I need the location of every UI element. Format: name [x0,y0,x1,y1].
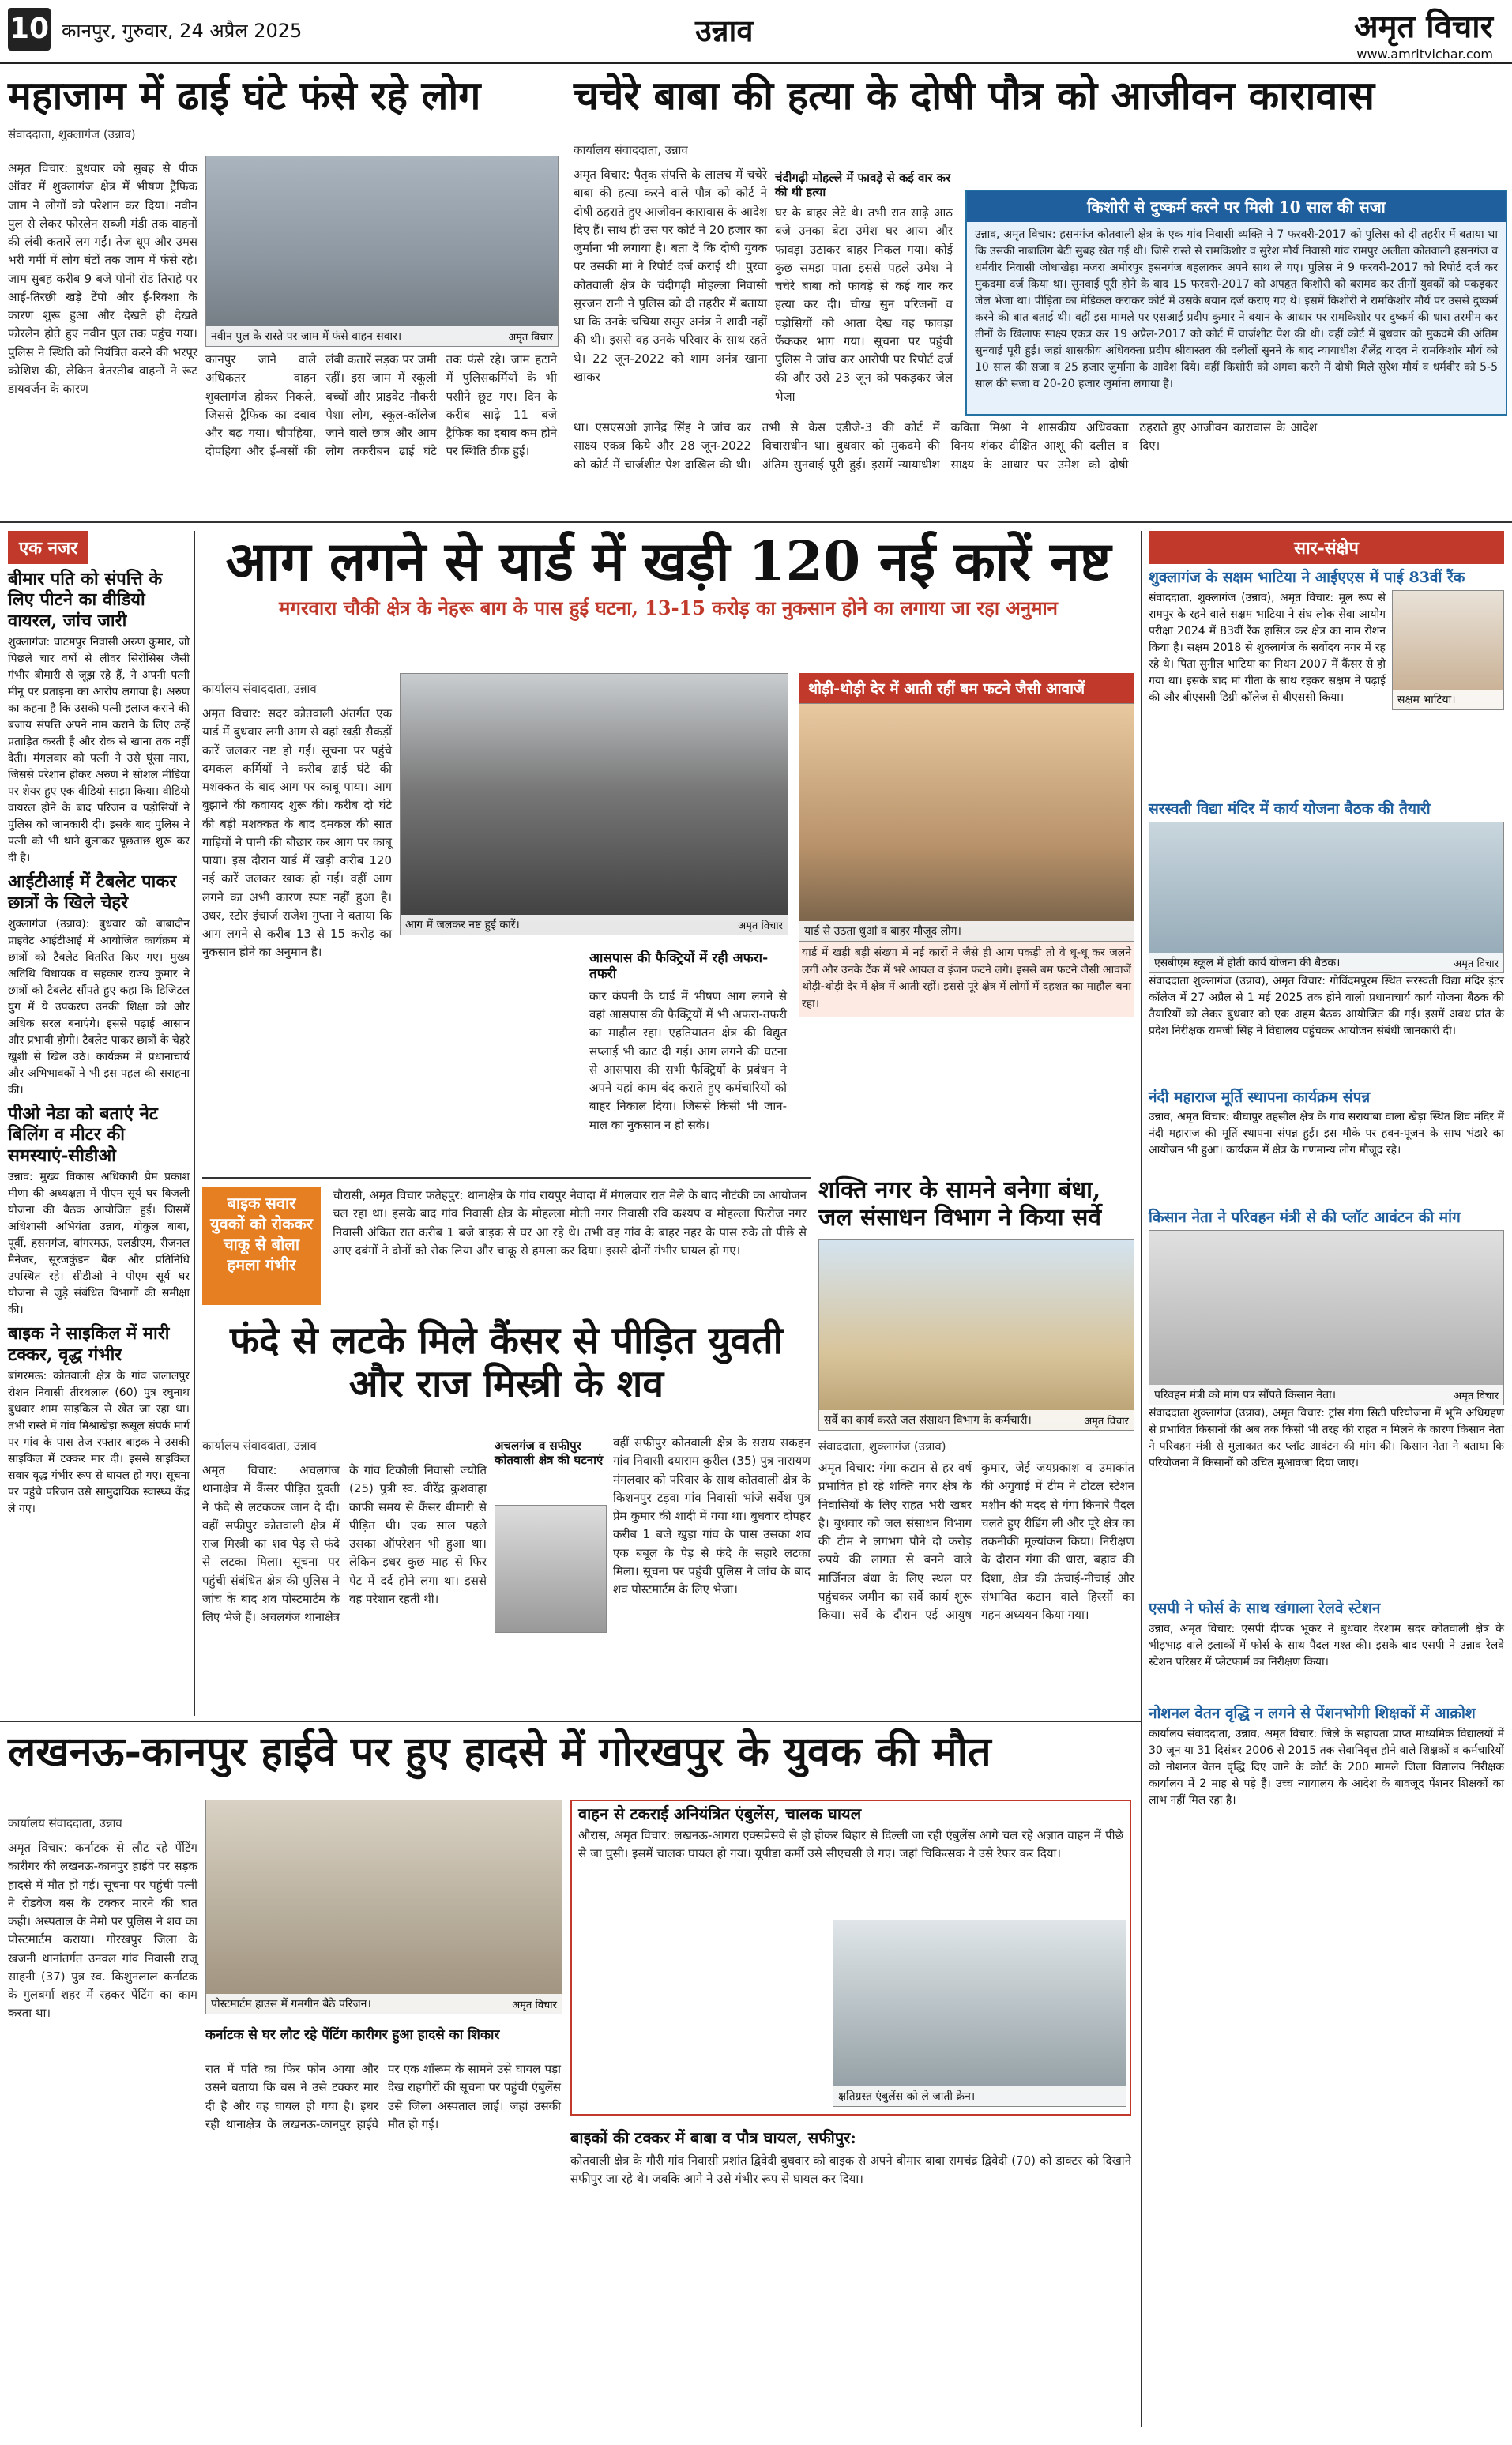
photo-credit: अमृत विचार [508,332,553,344]
byline: संवाददाता, शुक्लागंज (उन्नाव) [818,1439,946,1454]
story-body: अमृत विचार: बुधवार को सुबह से पीक ऑवर में शुक्लागंज क्षेत्र में भीषण ट्रैफिक जाम ने लोगों को परेशान कर दिया। नवीन पुल से लेकर फोरलेन सब्जी मंडी तक वाहनों की लंबी कतारें लग गईं। तेज धूप और उमस भरी गर्मी में लोग घंटों तक जाम में फंसे रहे। जाम सुबह करीब 9 बजे पोनी रोड तिराहे पर आई-तिरछी खड़े टेंपो और ई-रिक्शा के कारण शुरू हुआ और देखते ही देखते फोरलेन होते हुए नवीन पुल तक पहुंच गया। पुलिस ने स्थिति को नियंत्रित करने की भरपूर कोशिश की, लेकिन बेतरतीब वाहनों ने रूट डायवर्जन के कारण [8,161,197,396]
section-title: उन्नाव [695,13,754,48]
story-knife-attack [202,1177,811,1319]
story-dam-survey [818,1177,1134,1714]
story-body-continued: कानपुर जाने वाले अधिकतर वाहन शुक्लागंज होकर निकले, जिससे ट्रैफिक का दबाव और बढ़ गया। चौपहिया, दोपहिया और ई-बसों की लंबी कतारें सड़क पर जमी रहीं। इस जाम में स्कूली बच्चों और प्राइवेट नौकरी पेशा लोग, स्कूल-कॉलेज जाने वाले छात्र और आम लोग तकरीबन ढाई घंटे तक फंसे रहे। जाम हटाने में पुलिसकर्मियों के भी पसीने छूट गए। दिन के करीब साढ़े 11 बजे ट्रैफिक का दबाव कम होने पर स्थिति ठीक हुई। [205,352,557,459]
story-headline: बाइकों की टक्कर में बाबा व पौत्र घायल, सफीपुर: [570,2128,856,2147]
highlight-box: बाइक सवार युवकों को रोककर चाकू से बोला हमला गंभीर [202,1187,321,1305]
brief-body: संवाददाता, शुक्लागंज (उन्नाव), अमृत विचार: मूल रूप से रामपुर के रहने वाले सक्षम भाटिया ने संघ लोक सेवा आयोग परीक्षा 2024 में 83वीं रैंक हासिल कर क्षेत्र का नाम रोशन किया है। सक्षम 2018 से शुक्लागंज के सर्वोदय नगर में रह रहे थे। पिता सुनील भाटिया का निधन 2007 में कैंसर से हो गया था। इसके बाद मां गीता के साथ रहकर सक्षम ने पढ़ाई की और बीएससी डिग्री कॉलेज से बीएससी किया। [1149,591,1386,704]
brief-headline: एसपी ने फोर्स के साथ खंगाला रेलवे स्टेशन [1149,1600,1381,1618]
brief-headline: नंदी महाराज मूर्ति स्थापना कार्यक्रम संपन्न [1149,1088,1371,1106]
story-body: अमृत विचार: गंगा कटान से हर वर्ष प्रभावित हो रहे शक्ति नगर क्षेत्र के निवासियों के लिए राहत भरी खबर है। बुधवार को जल संसाधन विभाग की टीम ने लगभग पौने दो करोड़ रुपये की लागत से बनने वाले मार्जिनल बंधा के लिए स्थल पर पहुंचकर जमीन का सर्वे कार्य शुरू किया। सर्वे के दौरान एई आयुष कुमार, जेई जयप्रकाश व उमाकांत की अगुवाई में टीम ने टोटल स्टेशन मशीन की मदद से गंगा किनारे पैदल चलते हुए रीडिंग ली और पूरे क्षेत्र का तकनीकी मूल्यांकन किया। निरीक्षण के दौरान गंगा की धारा, बहाव की दिशा, क्षेत्र की ऊंचाई-नीचाई और संभावित कटान वाले हिस्सों का गहन अध्ययन किया गया। [818,1461,1134,1622]
story-body-continued: रात में पति का फिर फोन आया और उसने बताया कि बस ने उसे टक्कर मार दी है और वह घायल हो गया है। इधर रही थानाक्षेत्र के लखनऊ-कानपुर हाईवे पर एक शॉरूम के सामने उसे घायल पड़ा देख राहगीरों की सूचना पर पहुंची एंबुलेंस उसे जिला अस्पताल लाई। जहां उसकी मौत हो गई। [205,2062,561,2131]
brief-body: कार्यालय संवाददाता, उन्नाव, अमृत विचार: जिले के सहायता प्राप्त माध्यमिक विद्यालयों में 30 जून या 31 दिसंबर 2006 से 2015 तक सेवानिवृत्त होने वाले शिक्षकों व कर्मचारियों को नोशनल वेतन वृद्धि दिए जाने के कोर्ट के 200 मामले जिला विद्यालय निरीक्षक कार्यालय में 2 माह से पड़े हैं। उच्च न्यायालय के आदेश के बावजूद पेंशनर शिक्षकों का लाभ नहीं मिल रहा है। [1149,1727,1504,1807]
traffic-photo [205,156,559,347]
story-body: अमृत विचार: अचलगंज थानाक्षेत्र में कैंसर पीड़ित युवती ने फंदे से लटककर जान दे दी। वहीं सफीपुर कोतवाली क्षेत्र में राज मिस्त्री का शव पेड़ से फंदे से लटका मिला। सूचना पर पहुंची संबंधित क्षेत्र की पुलिस ने जांच के बाद शव पोस्टमार्टम के लिए भेजे हैं। अचलगंज थानाक्षेत्र के गांव टिकौली निवासी ज्योति (25) पुत्री स्व. वीरेंद्र कुशवाहा काफी समय से कैंसर बीमारी से पीड़ित थी। एक साल पहले उसका ऑपरेशन भी हुआ था। लेकिन इधर कुछ माह से फिर पेट में दर्द होने लगा था। इससे वह परेशान रहती थी। [202,1463,487,1624]
meeting-photo [1149,822,1504,973]
dateline: कानपुर, गुरुवार, 24 अप्रैल 2025 [62,20,303,42]
brief-headline: किसान नेता ने परिवहन मंत्री से की प्लॉट आवंटन की मांग [1149,1209,1461,1227]
box-body: उन्नाव, अमृत विचार: हसनगंज कोतवाली क्षेत्र के एक गांव निवासी व्यक्ति ने 7 फरवरी-2017 को पुलिस को दी तहरीर में बताया था कि उसकी नाबालिग बेटी सुबह खेत गई थी। जिसे रास्ते से रामकिशोर व सुरेश मौर्य निवासी गांव रामपुर अलीता कोतवाली हसनगंज व धर्मवीर निवासी जोधाखेड़ा मजरा अमीरपुर हसनगंज बहलाकर अपने साथ ले गए। पुलिस ने 9 फरवरी-2017 को रिपोर्ट दर्ज कर मुकदमा दर्ज किया था। सुनवाई पूरी होने के बाद 15 फरवरी-2017 को अपहृत किशोरी को बरामद कर तीनों युवकों को पकड़कर जेल भेजा था। पीड़िता का मेडिकल कराकर कोर्ट में उसके बयान दर्ज कराए गए थे। इसमें किशोरी ने रामकिशोर मौर्य पर उससे दुष्कर्म करने की बात बताई थी। वहीं इस मामले पर एसआई प्रदीप कुमार ने बयान के आधार पर रामकिशोर पर दुष्कर्म की धारा तरमीम कर तीनों के खिलाफ साक्ष्य एकत्र कर 19 अप्रैल-2017 को कोर्ट में चार्जशीट पेश की थी। वहीं कोर्ट में बुधवार को मुकदमे की अंतिम सुनवाई पूरी हुई। जहां शासकीय अधिवक्ता प्रदीप श्रीवास्तव की दलीलों सुनने के बाद न्यायाधीश शैलेंद्र यादव ने रामकिशोर मौर्य को 10 साल की सजा व 25 हजार जुर्माना के आदेश दिये। वहीं किशोरी को अगवा करने में दोषी मिले सुरेश मौर्य व धर्मवीर को 5-5 साल की सजा व 20-20 हजार जुर्माना लगाया है। [975,228,1498,390]
story-sidebar [775,166,953,411]
factory-subsection [589,946,787,1132]
story-body: अमृत विचार: पैतृक संपत्ति के लालच में चचेरे बाबा की हत्या करने वाले पौत्र को कोर्ट ने दोषी ठहराते हुए आजीवन कारावास के आदेश दिए हैं। साथ ही उस पर कोर्ट ने 20 हजार का जुर्माना भी लगाया है। बता दें कि दोषी युवक पर उसकी मां ने रिपोर्ट दर्ज कराई थी। पुरवा कोतवाली क्षेत्र के चंदीगढ़ी मोहल्ला निवासी सुरजन रानी ने पुलिस को दी तहरीर में बताया था कि उनके चचिया ससुर अनंत्र ने शादी नहीं की थी। इससे वह उनके परिवार के साथ रहते थे। 22 जून-2022 को शाम अनंत्र खाना खाकर [574,167,767,384]
story-minor-assault-box [965,190,1507,416]
photo-caption: क्षतिग्रस्त एंबुलेंस को ले जाती क्रेन। [833,2086,1126,2106]
story-headline: वाहन से टकराई अनियंत्रित एंबुलेंस, चालक घायल [578,1804,862,1823]
story-headline: महाजाम में ढाई घंटे फंसे रहे लोग [8,72,481,118]
brief-body: उन्नाव: मुख्य विकास अधिकारी प्रेम प्रकाश मीणा की अध्यक्षता में पीएम सूर्य घर बिजली योजना की बैठक आयोजित हुई। जिसमें अधिशासी अभियंता उन्नाव, गोकुल बाबा, पूर्वी, हसनगंज, बांगरमऊ, एलडीएम, रीजनल मैनेजर, सूरजकुंडन बैंक और प्रतिनिधि उपस्थित रहे। सीडीओ ने पीएम सूर्य घर योजना से जुड़े संबंधित विभागों की समीक्षा की। [8,1171,190,1317]
box-headline: किशोरी से दुष्कर्म करने पर मिली 10 साल की सजा [967,191,1506,222]
brief-body: उन्नाव, अमृत विचार: बीघापुर तहसील क्षेत्र के गांव सरायांबा वाला खेड़ा स्थित शिव मंदिर में नंदी महाराज की मूर्ति स्थापना संपन्न हुई। इस मौके पर हवन-पूजन के साथ भंडारे का आयोजन भी हुआ। कार्यक्रम में क्षेत्र के गणमान्य लोग मौजूद रहे। [1149,1111,1504,1157]
page-number: 10 [8,8,51,51]
byline: कार्यालय संवाददाता, उन्नाव [8,1816,122,1830]
sidebar-title: अचलगंज व सफीपुर कोतवाली क्षेत्र की घटनाएं [495,1439,604,1467]
brief-item [1149,590,1504,796]
story-body: चौरासी, अमृत विचार फतेहपुर: थानाक्षेत्र के गांव रायपुर नेवादा में मंगलवार रात मेले के बाद नौटंकी का आयोजन चल रहा था। इसके बाद गांव निवासी क्षेत्र के मोहल्ला मोती नगर निवासी रवि कश्यप व मोहल्ला फिरोज नगर निवासी अंकित रात करीब 1 बजे बाइक से घर आ रहे थे। तभी वह गांव के बाहर नहर के पास रुके तो पीछे से आए दबंगों ने दोनों को रोक लिया और चाकू से हमला कर दिया। इससे दोनों गंभीर घायल हो गए। [333,1188,807,1258]
brief-headline: सरस्वती विद्या मंदिर में कार्य योजना बैठक की तैयारी [1149,799,1431,818]
brief-headline: बाइक ने साइकिल में मारी टक्कर, वृद्ध गंभीर [8,1323,170,1365]
story2-headline: चचेरे बाबा की हत्या के दोषी पौत्र को आजीवन कारावास [574,72,1375,118]
brief-headline: शुक्लागंज के सक्षम भाटिया ने आईएएस में पाई 83वीं रैंक [1149,569,1465,586]
story-headline: लखनऊ-कानपुर हाईवे पर हुए हादसे में गोरखपुर के युवक की मौत [8,1728,991,1776]
brief-headline: नोशनल वेतन वृद्धि न लगने से पेंशनभोगी शिक्षकों में आक्रोश [1149,1704,1476,1722]
brief-body: संवाददाता शुक्लागंज (उन्नाव), अमृत विचार: ट्रांस गंगा सिटी परियोजना में भूमि अधिग्रहण से प्रभावित किसानों की अब तक किसी भी तरह की राहत न मिलने के कारण किसान नेता ने परिवहन मंत्री से मुलाकात कर प्लॉट आवंटन की मांग की। किसान नेता ने बताया कि परियोजना में किसानों को उचित मुआवजा दिया जाए। [1149,1407,1504,1470]
ambulance-photo [833,1920,1126,2107]
brand-website: www.amritvichar.com [1356,47,1493,62]
brief-item [8,569,190,867]
section-rule [0,1721,1141,1722]
burnt-cars-photo [400,673,788,935]
photo-caption: आग में जलकर नष्ट हुई कारें। [401,915,788,935]
right-briefs-column [1149,531,1504,2435]
lead-body: अमृत विचार: सदर कोतवाली अंतर्गत एक यार्ड में बुधवार लगी आग से वहां खड़ी सैकड़ों कारें जलकर नष्ट हो गईं। सूचना पर पहुंचे दमकल कर्मियों ने करीब ढाई घंटे की मशक्कत के बाद आग पर काबू पाया। आग बुझाने की कवायद शुरू की। करीब दो घंटे की बड़ी मशक्कत के बाद दमकल की सात गाड़ियों ने पानी की बौछार कर आग पर काबू पाया। इस दौरान यार्ड में खड़ी करीब 120 नई कारें जलकर खाक हो गईं। वहीं आग लगने का अभी कारण स्पष्ट नहीं हुआ है। उधर, स्टोर इंचार्ज राजेश गुप्ता ने बताया कि आग लगने से करीब 13 से 15 करोड़ का नुकसान होने का अनुमान है। [202,706,392,960]
byline: कार्यालय संवाददाता, उन्नाव [202,682,317,696]
column-rule [1141,531,1142,2427]
photo-caption: सर्वे का कार्य करते जल संसाधन विभाग के कर्मचारी। [819,1410,1134,1430]
story-body: कोतवाली क्षेत्र के गौरी गांव निवासी प्रशांत द्विवेदी बुधवार को बाइक से अपने बीमार बाबा रामचंद्र द्विवेदी (70) को डाक्टर को दिखाने सफीपुर जा रहे थे। जबकि आगे ने उसे गंभीर रूप से घायल कर दिया। [570,2153,1131,2187]
photo-caption: नवीन पुल के रास्ते पर जाम में फंसे वाहन सवार। [206,326,558,346]
masthead-brand [1354,3,1493,62]
story-traffic-jam [8,73,561,515]
photo-caption: पोस्टमार्टम हाउस में गमगीन बैठे परिजन। [206,1994,562,2014]
column-rule [194,531,195,1716]
sidebar-title: कर्नाटक से घर लौट रहे पेंटिंग कारीगर हुआ हादसे का शिकार [205,2027,500,2043]
brand-logo: अमृत विचार [1354,8,1493,45]
brief-body: शुक्लागंज (उन्नाव): बुधवार को बाबादीन प्राइवेट आईटीआई में आयोजित कार्यक्रम में छात्रों को टैबलेट वितरित किए गए। मुख्य अतिथि विधायक व सहकार राज्य कुमार ने छात्रों को टैबलेट सौंपते हुए कहा कि डिजिटल युग में ये उपकरण उनकी शिक्षा को और अधिक सरल बनाएंगे। इससे पढ़ाई आसान और प्रभावी होगी। टैबलेट पाकर छात्रों के चेहरे खुशी से खिल उठे। कार्यक्रम में प्रधानाचार्य और अभिभावकों ने भी इस पहल की सराहना की। [8,917,190,1096]
photo-caption: सक्षम भाटिया। [1393,690,1503,709]
left-briefs-column [8,531,190,1716]
brief-headline: पीओ नेडा को बताएं नेट बिलिंग व मीटर की समस्याएं-सीडीओ [8,1103,158,1166]
photo-credit: अमृत विचार [1084,1416,1129,1428]
story-bike-collision [570,2123,1131,2432]
brief-body: बांगरमऊ: कोतवाली क्षेत्र के गांव जलालपुर रोशन निवासी तीरथलाल (60) पुत्र रघुनाथ बुधवार शाम साइकिल से खेत जा रहा था। तभी रास्ते में गांव मिश्राखेड़ा रूसूल संपर्क मार्ग पर गांव के पास तेज रफ्तार बाइक ने उसकी साइकिल में टक्कर मार दी। इससे साइकिल सवार वृद्ध गंभीर रूप से घायल हो गए। सूचना पर पहुंचे परिजन उसे सामुदायिक स्वास्थ्य केंद्र ले गए। [8,1369,190,1515]
sidebar-body: यार्ड में खड़ी बड़ी संख्या में नई कारों ने जैसे ही आग पकड़ी तो वे धू-धू कर जलने लगीं और उनके टैंक में भरे आयल व इंजन फटने लगे। इससे बम फटने जैसी आवाजें थोड़ी-थोड़ी देर में क्षेत्र में आती रहीं। इससे पूरे क्षेत्र में लोगों में दहशत का माहौल बना रहा। [799,942,1134,1017]
story-body-continued: वहीं सफीपुर कोतवाली क्षेत्र के सराय सकहन गांव निवासी दयाराम कुरील (35) पुत्र नारायण मंगलवार को परिवार के साथ कोतवाली क्षेत्र के किशनपुर टड़वा गांव निवासी भांजे सर्वेश पुत्र प्रेम कुमार की शादी में गया था। बुधवार दोपहर करीब 1 बजे खुड़ा गांव के पास उसका शव एक बबूल के पेड़ से फंदे के सहारे लटका मिला। सूचना पर पहुंची पुलिस ने जांच के बाद शव पोस्टमार्टम के लिए भेजा। [613,1435,811,1597]
noose-photo [495,1505,607,1633]
page-header [0,0,1512,64]
sidebar-title: थोड़ी-थोड़ी देर में आती रहीं बम फटने जैसी आवाजें [799,673,1134,703]
smoke-photo [799,703,1134,942]
briefs-title: सार-संक्षेप [1149,531,1504,564]
story-body-bottom: था। एसएसओ ज्ञानेंद्र सिंह ने जांच कर साक्ष्य एकत्र किये और 28 जून-2022 को कोर्ट में चार्जशीट पेश दाखिल की थी। तभी से केस एडीजे-3 की कोर्ट में विचाराधीन था। बुधवार को मुकदमे की अंतिम सुनवाई पूरी हुई। इसमें न्यायाधीश कविता मिश्रा ने शासकीय अधिवक्ता विनय शंकर दीक्षित आशू की दलील व साक्ष्य के आधार पर उमेश को दोषी ठहराते हुए आजीवन कारावास के आदेश दिए। [574,420,1318,472]
photo-credit: अमृत विचार [738,920,783,932]
story-headline: शक्ति नगर के सामने बनेगा बंधा, जल संसाधन विभाग ने किया सर्वे [818,1176,1102,1232]
delegation-photo [1149,1230,1504,1405]
briefs-title: एक नजर [8,531,88,564]
subsection-body: कार कंपनी के यार्ड में भीषण आग लगने से वहां आसपास की फैक्ट्रियों में भी अफरा-तफरी का माहौल रहा। एहतियातन क्षेत्र की विद्युत सप्लाई भी काट दी गई। आग लगने की घटना से आसपास की सभी फैक्ट्रियों के प्रबंधन ने अपने यहां काम बंद कराते हुए कर्मचारियों को बाहर निकाल दिया। जिससे किसी भी जान-माल का नुकसान न हो सके। [589,988,787,1132]
lead-subhead: मगरवारा चौकी क्षेत्र के नेहरू बाग के पास हुई घटना, 13-15 करोड़ का नुकसान होने का लगाया जा रहा अनुमान [279,596,1058,620]
byline: कार्यालय संवाददाता, उन्नाव [574,143,688,157]
brief-body: शुक्लागंज: घाटमपुर निवासी अरुण कुमार, जो पिछले चार वर्षों से लीवर सिरोसिस जैसी गंभीर बीमारी से जूझ रहे हैं, ने अपनी पत्नी मीनू पर प्रताड़ना का आरोप लगाया है। अरुण का कहना है कि उसकी पत्नी इलाज कराने की बजाय संपत्ति अपने नाम कराने के लिए उन्हें प्रताड़ित करती है और रोक से खाना तक नहीं देती। मंगलवार को पत्नी ने उसे घूंसा मारा, जिससे परेशान होकर अरुण ने सोशल मीडिया पर शेयर हुए एक वीडियो साझा किया। वीडियो वायरल होने के बाद परिजन व पड़ोसियों ने पुलिस को जानकारी दी। इसके बाद पुलिस ने पत्नी को भी थाने बुलाकर पूछताछ शुरू कर दी है। [8,636,190,865]
story-hanging-bodies [202,1319,811,1714]
sidebar-body: घर के बाहर लेटे थे। तभी रात साढ़े आठ बजे उनका बेटा उमेश घर आया और फावड़ा उठाकर बाहर निकल गया। कोई कुछ समझ पाता इससे पहले उमेश ने चचेरे बाबा को फावड़े से कई वार कर हत्या कर दी। चीख सुन परिजनों व पड़ोसियों को आता देख वह फावड़ा फेंककर भाग गया। सूचना पर पहुंची पुलिस ने जांच कर आरोपी पर रिपोर्ट दर्ज की और उसे 23 जून को पकड़कर जेल भेजा [775,205,953,404]
brief-body: संवाददाता शुक्लागंज (उन्नाव), अमृत विचार: गोविंदमपुरम स्थित सरस्वती विद्या मंदिर इंटर कॉलेज में 27 अप्रैल से 1 मई 2025 तक होने वाली प्रधानाचार्य कार्य योजना बैठक की तैयारियों को लेकर बुधवार को एक अहम बैठक आयोजित की गई। इसमें अवध प्रांत के प्रदेश निरीक्षक रामजी सिंह ने विद्यालय पहुंचकर आयोजन संबंधी जानकारी दी। [1149,974,1504,1037]
portrait-photo [1392,590,1504,710]
story-car-yard-fire [202,531,1134,1163]
story-sidebar [495,1434,605,1513]
story-body: औरास, अमृत विचार: लखनऊ-आगरा एक्सप्रेसवे से हो होकर बिहार से दिल्ली जा रही एंबुलेंस आगे चल रहे अज्ञात वाहन में पीछे से जा घुसी। इसमें चालक घायल हो गया। यूपीडा कर्मी उसे सीएचसी ले गए। जहां चिकित्सक ने उसे रेफर कर दिया। [578,1828,1123,1861]
photo-credit: अमृत विचार [1454,1390,1499,1403]
subsection-title: आसपास की फैक्ट्रियों में रही अफरा-तफरी [589,950,769,983]
brief-headline: आईटीआई में टैबलेट पाकर छात्रों के खिले चेहरे [8,871,177,913]
brief-item [8,1323,190,1518]
fire-sidebar [799,673,1134,1011]
photo-caption: यार्ड से उठता धुआं व बाहर मौजूद लोग। [799,921,1134,941]
photo-credit: अमृत विचार [1454,957,1499,970]
byline: कार्यालय संवाददाता, उन्नाव [202,1439,317,1453]
brief-item [8,871,190,1099]
story-ambulance-crash [570,1800,1131,2116]
brief-body: उन्नाव, अमृत विचार: एसपी दीपक भूकर ने बुधवार देरशाम सदर कोतवाली क्षेत्र के भीड़भाड़ वाले इलाकों में फोर्स के साथ पैदल गश्त की। इसके बाद एसपी ने उन्नाव रेलवे स्टेशन परिसर में प्लेटफार्म का निरीक्षण किया। [1149,1622,1504,1668]
sidebar-title: चंदीगढ़ी मोहल्ले में फावड़े से कई वार कर की थी हत्या [775,171,951,199]
story-highway-accident [8,1728,1134,2439]
brief-item [8,1104,190,1318]
story-headline: फंदे से लटके मिले कैंसर से पीड़ित युवती और राज मिस्त्री के शव [229,1318,784,1407]
photo-caption: एसबीएम स्कूल में होती कार्य योजना की बैठक। [1149,953,1503,972]
section-rule [0,521,1512,523]
survey-photo [818,1239,1134,1431]
byline: संवाददाता, शुक्लागंज (उन्नाव) [8,126,136,141]
brief-headline: बीमार पति को संपत्ति के लिए पीटने का वीडियो वायरल, जांच जारी [8,569,163,631]
lead-headline: आग लगने से यार्ड में खड़ी 120 नई कारें नष्ट [225,530,1111,593]
mourners-photo [205,1800,562,2014]
story-body: अमृत विचार: कर्नाटक से लौट रहे पेंटिंग कारीगर की लखनऊ-कानपुर हाईवे पर सड़क हादसे में मौत हो गई। सूचना पर पहुंची पत्नी ने रोडवेज बस के टक्कर मारने की बात कही। अस्पताल के मेमो पर पुलिस ने शव का पोस्टमार्टम कराया। गोरखपुर जिला के खजनी थानांतर्गत उनवल गांव निवासी राजू साहनी (37) पुत्र स्व. किशुनलाल कर्नाटक के गुलबर्गा शहर में रहकर पेंटिंग का काम करता था। [8,1841,197,2021]
photo-caption: परिवहन मंत्री को मांग पत्र सौंपते किसान नेता। [1149,1385,1503,1405]
photo-credit: अमृत विचार [512,1999,557,2011]
